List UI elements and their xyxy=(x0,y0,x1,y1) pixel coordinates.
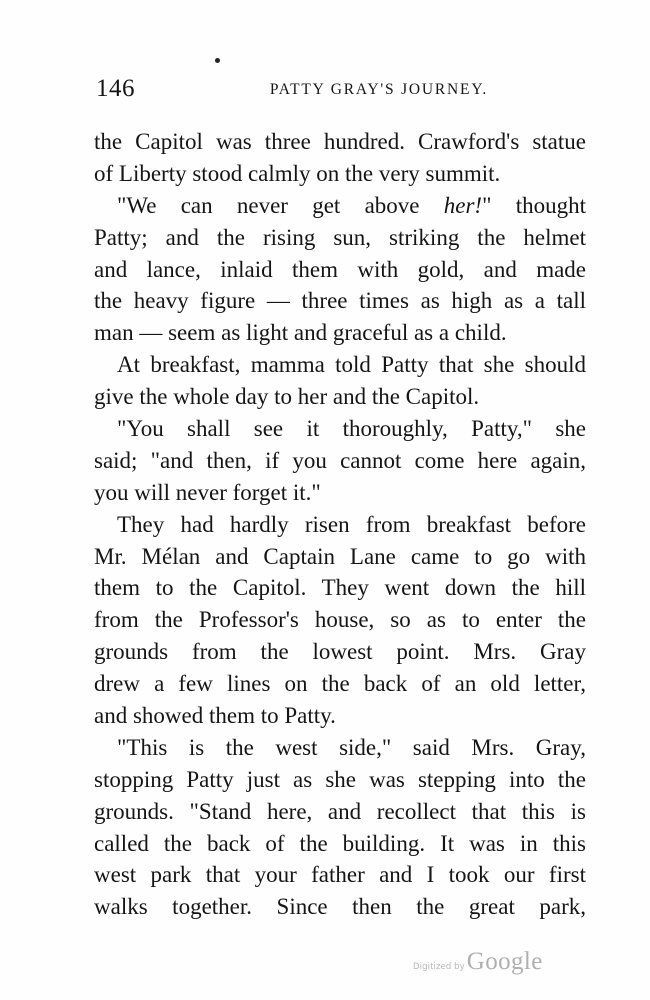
digitized-by-label: Digitized by xyxy=(413,962,465,972)
running-title: PATTY GRAY'S JOURNEY. xyxy=(269,81,488,98)
text-line: them to the Capitol. They went down the hill xyxy=(94,575,586,601)
quote-end: " thought xyxy=(482,192,586,218)
text-line: "You shall see it thoroughly, Patty," she xyxy=(117,416,586,442)
ink-speck xyxy=(215,58,220,63)
text-line: the heavy figure — three times as high as a tall xyxy=(94,288,586,314)
text-line: walks together. Since then the great park, xyxy=(94,894,586,920)
text-line: "This is the west side," said Mrs. Gray, xyxy=(117,734,586,760)
text-line: grounds. "Stand here, and recollect that this is xyxy=(94,798,586,824)
emphasized-word: her! xyxy=(443,192,483,218)
text-line: give the whole day to her and the Capitol. xyxy=(94,384,480,410)
text-line: the Capitol was three hundred. Crawford's statue xyxy=(94,129,586,154)
text-line: said; "and then, if you cannot come here again, xyxy=(94,447,586,473)
text-line: you will never forget it." xyxy=(94,479,321,505)
text-line: stopping Patty just as she was stepping into the xyxy=(94,766,586,792)
text-line xyxy=(94,190,586,222)
text-line: and showed them to Patty. xyxy=(94,703,336,729)
text-line: Patty; and the rising sun, striking the helmet xyxy=(94,224,586,250)
digitized-watermark xyxy=(413,948,543,978)
text-line: At breakfast, mamma told Patty that she should xyxy=(117,352,586,378)
quote-start: "We can never get above xyxy=(117,192,444,218)
text-line: Mr. Mélan and Captain Lane came to go with xyxy=(94,543,586,569)
text-line: They had hardly risen from breakfast before xyxy=(117,511,586,537)
text-line: west park that your father and I took our first xyxy=(94,862,586,888)
text-line: man — seem as light and graceful as a child. xyxy=(94,320,507,346)
text-line: grounds from the lowest point. Mrs. Gray xyxy=(94,639,586,665)
text-line: of Liberty stood calmly on the very summit. xyxy=(94,160,501,186)
page-header xyxy=(96,74,488,108)
text-line: and lance, inlaid them with gold, and made xyxy=(94,256,586,282)
page-number: 146 xyxy=(96,75,135,102)
text-line: from the Professor's house, so as to enter the xyxy=(94,607,586,633)
text-line: drew a few lines on the back of an old letter, xyxy=(94,671,586,697)
google-logo: Google xyxy=(466,948,543,975)
body-text xyxy=(94,126,586,923)
text-line: called the back of the building. It was in this xyxy=(94,830,586,856)
